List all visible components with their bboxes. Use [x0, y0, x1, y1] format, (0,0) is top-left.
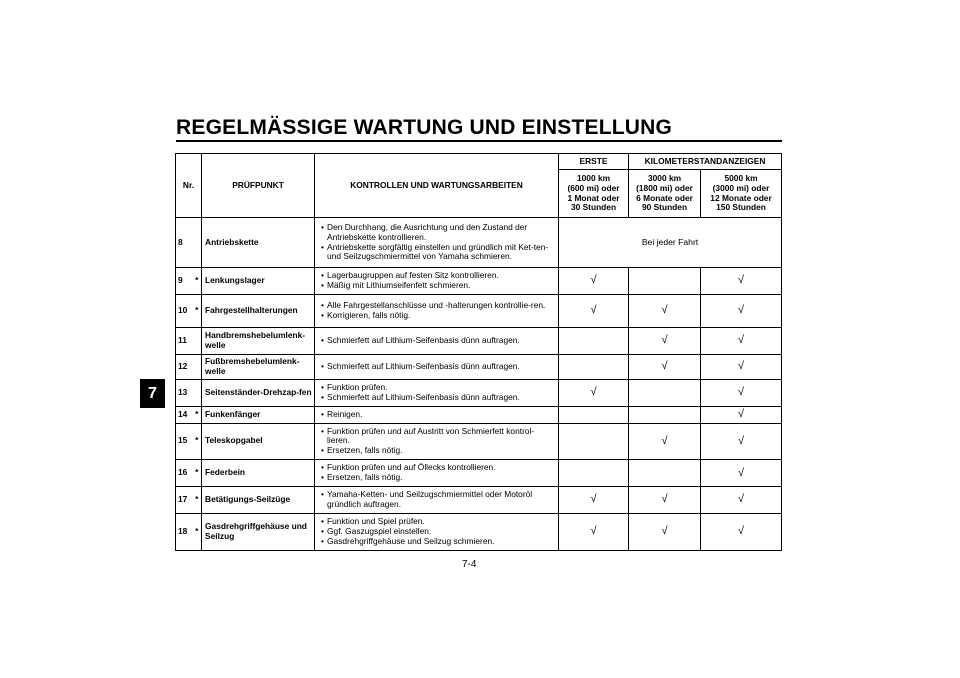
header-interval-3000km: 3000 km (1800 mi) oder 6 Monate oder 90 Stunden: [629, 170, 701, 218]
check-mark: √: [738, 274, 745, 287]
check-mark: √: [661, 525, 668, 538]
interval-check-cell: [701, 379, 782, 406]
interval-check-cell: [559, 423, 629, 460]
row-number: 17: [176, 487, 193, 514]
work-bullet: • Funktion prüfen und auf Öllecks kontrollieren.: [318, 463, 555, 473]
row-work: [315, 513, 559, 550]
work-bullet: • Funktion prüfen und auf Austritt von Schmierfett kontrol-lieren.: [318, 427, 555, 447]
interval-check-cell: [701, 513, 782, 550]
header-interval-1000km: 1000 km (600 mi) oder 1 Monat oder 30 Stunden: [559, 170, 629, 218]
header-nr: Nr.: [176, 154, 202, 218]
work-bullet: • Ersetzen, falls nötig.: [318, 473, 555, 483]
row-star-marker: *: [193, 294, 202, 327]
interval-check-cell: [629, 294, 701, 327]
work-bullet: • Korrigieren, falls nötig.: [318, 311, 555, 321]
check-mark: √: [738, 334, 745, 347]
check-mark: √: [661, 304, 668, 317]
row-item: Fahrgestellhalterungen: [202, 294, 315, 327]
check-mark: √: [661, 493, 668, 506]
interval-check-cell: [559, 327, 629, 354]
page-number: 7-4: [462, 559, 477, 570]
check-mark: √: [738, 408, 745, 421]
work-bullet: • Alle Fahrgestellanschlüsse und -halterungen kontrollie-ren.: [318, 301, 555, 311]
row-work: [315, 354, 559, 379]
work-bullet: • Mäßig mit Lithiumseifenfett schmieren.: [318, 281, 555, 291]
row-item: Gasdrehgriffgehäuse und Seilzug: [202, 513, 315, 550]
row-star-marker: [193, 327, 202, 354]
check-mark: √: [738, 434, 745, 447]
interval-check-cell: [559, 487, 629, 514]
row-number: 10: [176, 294, 193, 327]
interval-check-cell: [629, 379, 701, 406]
interval-check-cell: [701, 423, 782, 460]
work-bullet: • Schmierfett auf Lithium-Seifenbasis dünn auftragen.: [318, 336, 555, 346]
work-bullet: • Funktion prüfen.: [318, 383, 555, 393]
header-km-anzeige: KILOMETERSTANDANZEIGEN: [629, 154, 782, 170]
interval-check-cell: [559, 268, 629, 295]
row-work: [315, 218, 559, 268]
row-item: Federbein: [202, 460, 315, 487]
work-bullet: • Funktion und Spiel prüfen.: [318, 517, 555, 527]
row-work: [315, 423, 559, 460]
check-mark: √: [590, 386, 597, 399]
table-row: [176, 379, 782, 406]
table-row: [176, 218, 782, 268]
header-pruefpunkt: PRÜFPUNKT: [202, 154, 315, 218]
row-number: 14: [176, 406, 193, 423]
interval-check-cell: [701, 354, 782, 379]
row-work: [315, 379, 559, 406]
interval-check-cell: [629, 513, 701, 550]
interval-check-cell: [701, 268, 782, 295]
check-mark: √: [590, 525, 597, 538]
row-item: Antriebskette: [202, 218, 315, 268]
row-item: Teleskopgabel: [202, 423, 315, 460]
table-row: [176, 268, 782, 295]
work-bullet: • Antriebskette sorgfältig einstellen und gründlich mit Ket-ten- und Seilzugschmiermittel von Yamaha schmieren.: [318, 243, 555, 263]
interval-check-cell: [629, 406, 701, 423]
interval-check-cell: [559, 406, 629, 423]
row-number: 8: [176, 218, 193, 268]
interval-check-cell: [629, 354, 701, 379]
work-bullet: • Gasdrehgriffgehäuse und Seilzug schmieren.: [318, 537, 555, 547]
work-bullet: • Ggf. Gaszugspiel einstellen.: [318, 527, 555, 537]
table-row: [176, 406, 782, 423]
interval-check-cell: [559, 294, 629, 327]
row-item: Fußbremshebelumlenk-welle: [202, 354, 315, 379]
check-mark: √: [661, 334, 668, 347]
work-bullet: • Den Durchhang, die Ausrichtung und den Zustand der Antriebskette kontrollieren.: [318, 223, 555, 243]
work-bullet: • Schmierfett auf Lithium-Seifenbasis dünn auftragen.: [318, 362, 555, 372]
row-work: [315, 327, 559, 354]
table-row: [176, 513, 782, 550]
row-number: 13: [176, 379, 193, 406]
interval-check-cell: [629, 327, 701, 354]
check-mark: √: [738, 304, 745, 317]
table-row: [176, 423, 782, 460]
check-mark: √: [590, 493, 597, 506]
row-star-marker: *: [193, 487, 202, 514]
table-row: [176, 487, 782, 514]
row-work: [315, 294, 559, 327]
interval-check-cell: [559, 513, 629, 550]
table-row: [176, 354, 782, 379]
maintenance-table: [175, 153, 782, 551]
chapter-tab: 7: [140, 379, 165, 408]
interval-check-cell: [701, 406, 782, 423]
interval-check-cell: [701, 327, 782, 354]
interval-check-cell: [701, 487, 782, 514]
row-star-marker: *: [193, 513, 202, 550]
every-ride-cell: Bei jeder Fahrt: [559, 218, 782, 268]
header-kontrollen: KONTROLLEN UND WARTUNGSARBEITEN: [315, 154, 559, 218]
interval-check-cell: [701, 460, 782, 487]
work-bullet: • Yamaha-Ketten- und Seilzugschmiermittel oder Motoröl gründlich auftragen.: [318, 490, 555, 510]
row-item: Lenkungslager: [202, 268, 315, 295]
check-mark: √: [738, 466, 745, 479]
check-mark: √: [590, 304, 597, 317]
row-number: 15: [176, 423, 193, 460]
work-bullet: • Reinigen.: [318, 410, 555, 420]
row-work: [315, 487, 559, 514]
check-mark: √: [738, 360, 745, 373]
row-star-marker: [193, 354, 202, 379]
table-row: [176, 327, 782, 354]
interval-check-cell: [559, 460, 629, 487]
interval-check-cell: [629, 268, 701, 295]
row-star-marker: *: [193, 423, 202, 460]
interval-check-cell: [559, 354, 629, 379]
row-item: Betätigungs-Seilzüge: [202, 487, 315, 514]
row-item: Seitenständer-Drehzap-fen: [202, 379, 315, 406]
check-mark: √: [738, 386, 745, 399]
header-erste: ERSTE: [559, 154, 629, 170]
row-star-marker: *: [193, 406, 202, 423]
check-mark: √: [738, 493, 745, 506]
work-bullet: • Schmierfett auf Lithium-Seifenbasis dünn auftragen.: [318, 393, 555, 403]
table-row: [176, 460, 782, 487]
row-number: 12: [176, 354, 193, 379]
row-work: [315, 460, 559, 487]
interval-check-cell: [559, 379, 629, 406]
row-star-marker: *: [193, 268, 202, 295]
work-bullet: • Lagerbaugruppen auf festen Sitz kontrollieren.: [318, 271, 555, 281]
row-work: [315, 406, 559, 423]
table-row: [176, 294, 782, 327]
check-mark: √: [661, 434, 668, 447]
row-star-marker: [193, 379, 202, 406]
work-bullet: • Ersetzen, falls nötig.: [318, 446, 555, 456]
row-number: 16: [176, 460, 193, 487]
check-mark: √: [661, 360, 668, 373]
row-number: 9: [176, 268, 193, 295]
row-work: [315, 268, 559, 295]
row-star-marker: *: [193, 460, 202, 487]
row-item: Handbremshebelumlenk-welle: [202, 327, 315, 354]
header-interval-5000km: 5000 km (3000 mi) oder 12 Monate oder 150 Stunden: [701, 170, 782, 218]
row-item: Funkenfänger: [202, 406, 315, 423]
title-rule: [176, 140, 782, 142]
interval-check-cell: [629, 423, 701, 460]
page-title: REGELMÄSSIGE WARTUNG UND EINSTELLUNG: [176, 116, 673, 139]
interval-check-cell: [629, 487, 701, 514]
interval-check-cell: [701, 294, 782, 327]
row-number: 18: [176, 513, 193, 550]
row-star-marker: [193, 218, 202, 268]
check-mark: √: [590, 274, 597, 287]
interval-check-cell: [629, 460, 701, 487]
row-number: 11: [176, 327, 193, 354]
check-mark: √: [738, 525, 745, 538]
